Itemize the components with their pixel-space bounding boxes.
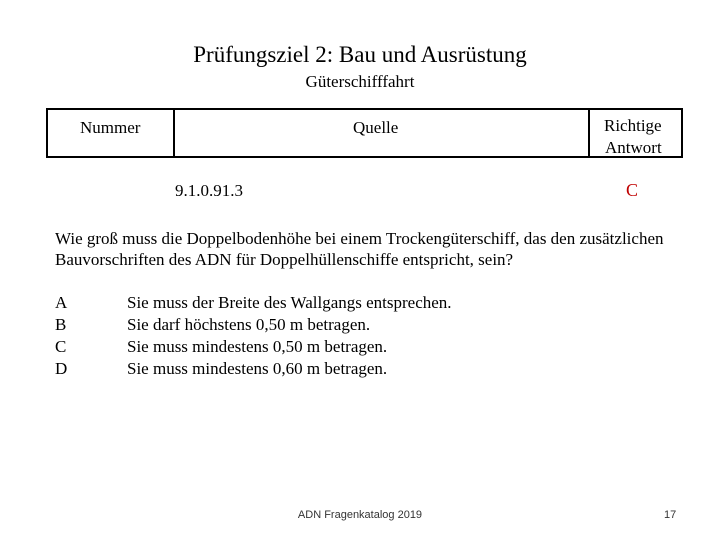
page-title: Prüfungsziel 2: Bau und Ausrüstung: [193, 42, 527, 67]
column-header-number: Nummer: [80, 118, 141, 137]
column-header-answer-line2: Antwort: [605, 138, 662, 157]
header-table: [46, 108, 683, 158]
column-header-answer-line1: Richtige: [604, 116, 662, 135]
correct-answer: C: [626, 180, 639, 200]
option-letter-b: B: [55, 315, 67, 334]
option-text-d: Sie muss mindestens 0,60 m betragen.: [127, 359, 388, 378]
footer-catalog: ADN Fragenkatalog 2019: [297, 509, 423, 521]
page-subtitle: Güterschifffahrt: [305, 72, 415, 91]
option-text-a: Sie muss der Breite des Wallgangs entsprechen.: [127, 293, 452, 312]
option-letter-a: A: [55, 293, 68, 312]
column-header-source: Quelle: [353, 118, 399, 137]
option-text-c: Sie muss mindestens 0,50 m betragen.: [127, 337, 388, 356]
table-divider: [588, 110, 590, 156]
question-reference: 9.1.0.91.3: [175, 181, 243, 200]
option-letter-d: D: [55, 359, 68, 378]
option-text-b: Sie darf höchstens 0,50 m betragen.: [127, 315, 371, 334]
table-divider: [173, 110, 175, 156]
page-number: 17: [664, 509, 677, 521]
option-letter-c: C: [55, 337, 67, 356]
question-text: Wie groß muss die Doppelbodenhöhe bei einem Trockengüterschiff, das den zusätzlichen Bauvorschriften des ADN für Doppelhüllenschiffe entspricht, sein?: [55, 229, 664, 269]
